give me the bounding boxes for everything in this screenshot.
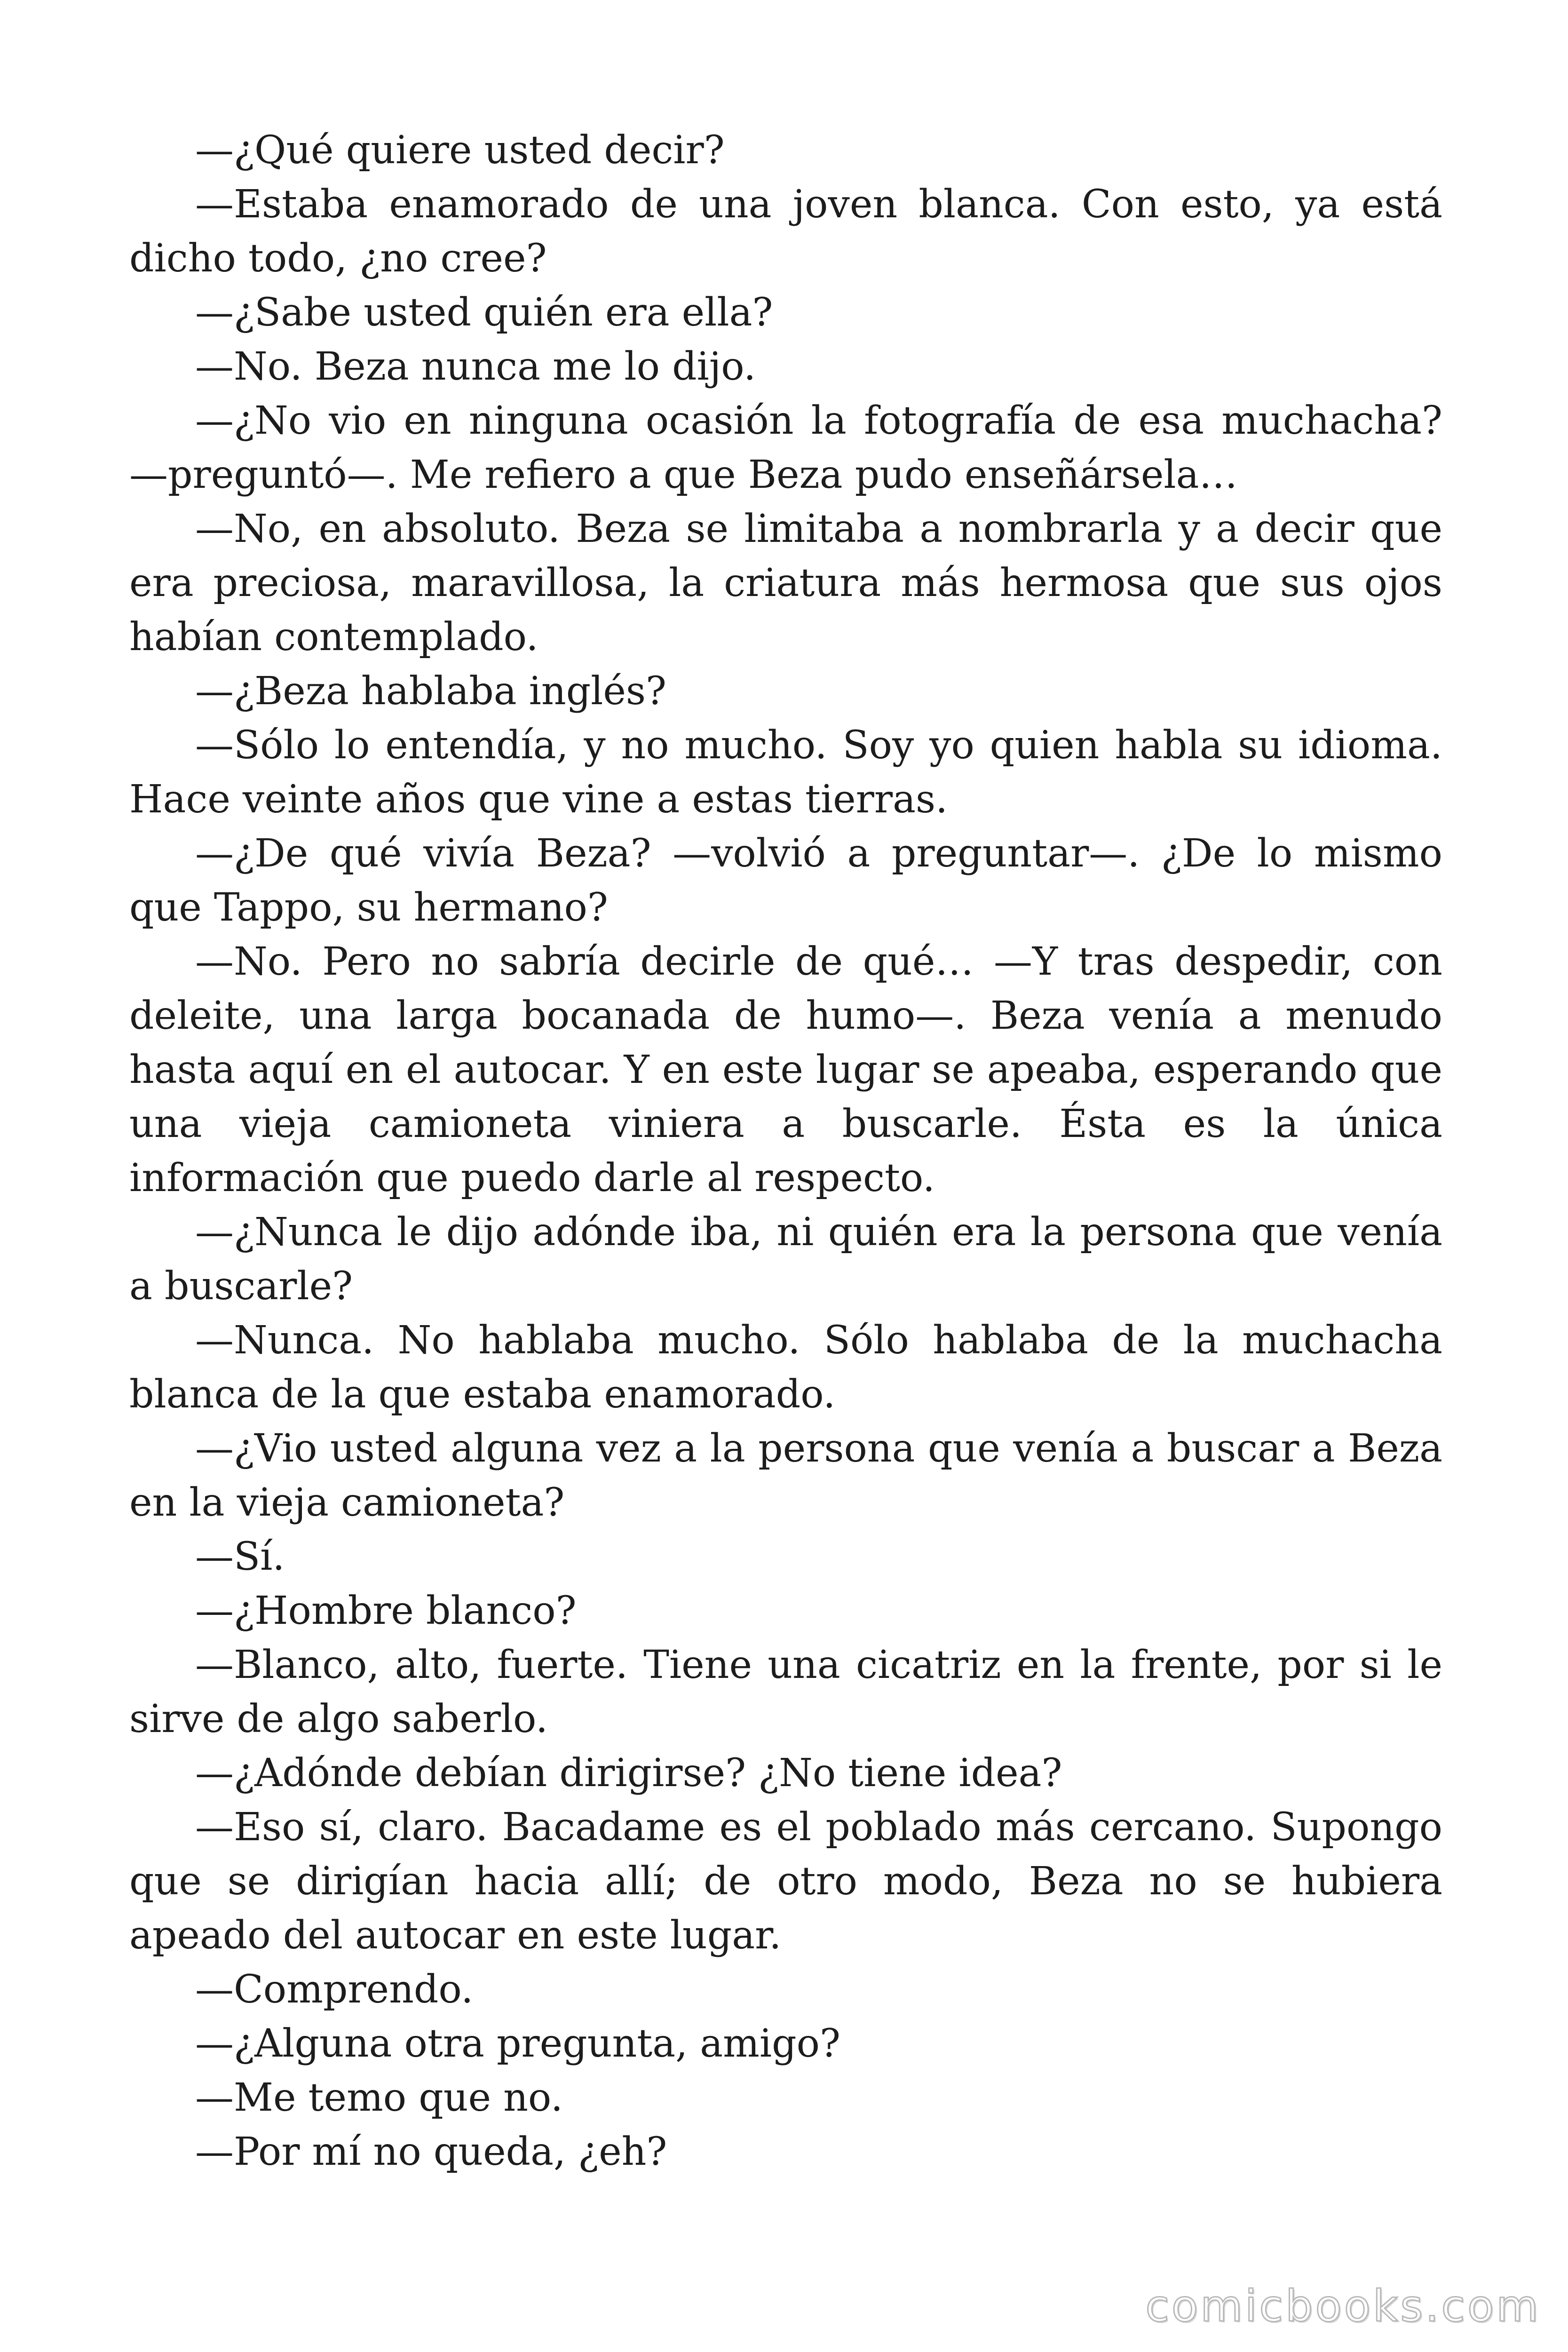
dialogue-paragraph: —¿Qué quiere usted decir? [195, 128, 725, 173]
dialogue-paragraph: —¿Nunca le dijo adónde iba, ni quién era la persona que venía a buscarle? [129, 1210, 1442, 1309]
dialogue-paragraph: —Por mí no queda, ¿eh? [195, 2130, 667, 2174]
dialogue-paragraph: —Me temo que no. [195, 2075, 563, 2120]
dialogue-paragraph: —¿De qué vivía Beza? —volvió a preguntar—. ¿De lo mismo que Tappo, su hermano? [129, 831, 1442, 930]
page-text [129, 123, 1442, 2179]
dialogue-paragraph: —Comprendo. [195, 1967, 474, 2012]
dialogue-paragraph: —¿No vio en ninguna ocasión la fotografía de esa muchacha? —preguntó—. Me refiero a que Beza pudo enseñársela… [129, 398, 1442, 497]
dialogue-paragraph: —¿Hombre blanco? [195, 1589, 577, 1633]
dialogue-paragraph: —¿Vio usted alguna vez a la persona que venía a buscar a Beza en la vieja camioneta? [129, 1426, 1442, 1525]
dialogue-paragraph: —Estaba enamorado de una joven blanca. Con esto, ya está dicho todo, ¿no cree? [129, 182, 1442, 281]
dialogue-paragraph: —Eso sí, claro. Bacadame es el poblado más cercano. Supongo que se dirigían hacia allí; de otro modo, Beza no se hubiera apeado del autocar en este lugar. [129, 1805, 1442, 1958]
dialogue-paragraph: —Blanco, alto, fuerte. Tiene una cicatriz en la frente, por si le sirve de algo saberlo. [129, 1643, 1442, 1741]
dialogue-paragraph: —¿Alguna otra pregunta, amigo? [195, 2021, 840, 2066]
dialogue-paragraph: —Nunca. No hablaba mucho. Sólo hablaba de la muchacha blanca de la que estaba enamorado. [129, 1318, 1442, 1417]
dialogue-paragraph: —No. Pero no sabría decirle de qué… —Y tras despedir, con deleite, una larga bocanada de humo—. Beza venía a menudo hasta aquí en el autocar. Y en este lugar se apeaba, esperando que una vieja camioneta viniera a buscarle. Ésta es la única información que puedo darle al respecto. [129, 939, 1442, 1200]
dialogue-paragraph: —No. Beza nunca me lo dijo. [195, 344, 756, 389]
dialogue-paragraph: —¿Sabe usted quién era ella? [195, 290, 773, 335]
dialogue-paragraph: —Sólo lo entendía, y no mucho. Soy yo quien habla su idioma. Hace veinte años que vine a estas tierras. [129, 723, 1442, 822]
watermark: comicbooks.com [1145, 2281, 1541, 2331]
dialogue-paragraph: —¿Adónde debían dirigirse? ¿No tiene idea? [195, 1751, 1062, 1796]
dialogue-paragraph: —Sí. [195, 1534, 285, 1579]
dialogue-paragraph: —¿Beza hablaba inglés? [195, 669, 666, 714]
dialogue-paragraph: —No, en absoluto. Beza se limitaba a nombrarla y a decir que era preciosa, maravillosa, la criatura más hermosa que sus ojos habían contemplado. [129, 507, 1442, 660]
